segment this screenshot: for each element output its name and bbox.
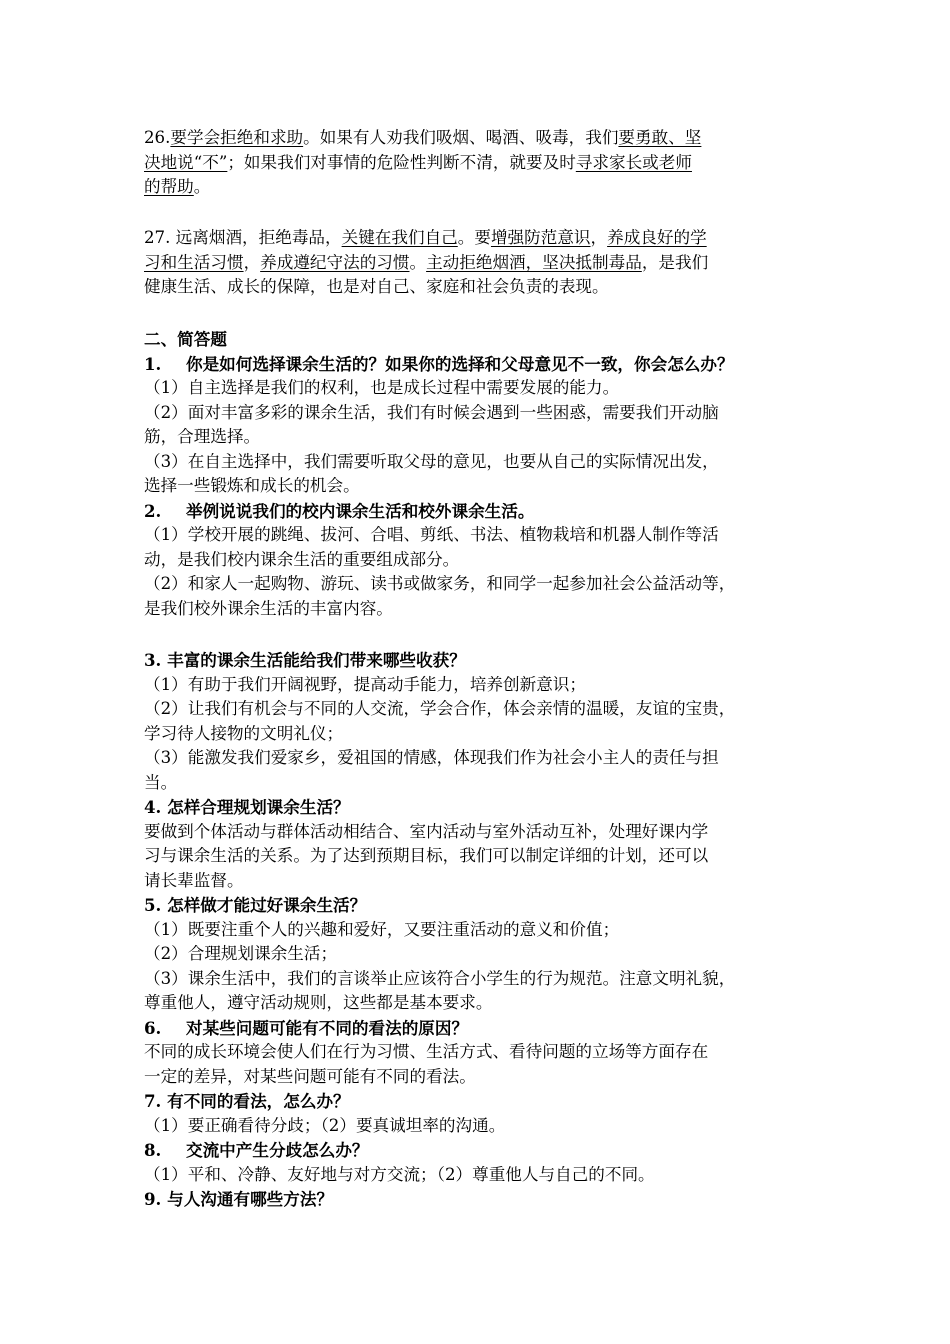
q6-answer-1: 不同的成长环境会使人们在行为习惯、生活方式、看待问题的立场等方面存在 <box>144 1042 709 1061</box>
q5-title: 5. 怎样做才能过好课余生活？ <box>144 895 367 915</box>
underlined-keyphrase: 的帮助 <box>144 177 194 196</box>
text: 。要 <box>457 228 491 247</box>
section-short-answer-cont <box>144 648 816 1212</box>
text: 。如果有人劝我们吸烟、喝酒、吸毒，我们 <box>303 128 619 147</box>
text: ， <box>243 252 261 272</box>
underlined-keyphrase: 要学会拒绝和求助 <box>170 128 304 147</box>
item-26-line-2 <box>144 151 816 176</box>
item-26-line-3 <box>144 175 816 200</box>
q8-title <box>144 1138 816 1163</box>
underlined-keyphrase: 习和生活习惯 <box>144 252 244 272</box>
q8-answer-1: （1）平和、冷静、友好地与对方交流；（2）尊重他人与自己的不同。 <box>144 1164 655 1184</box>
question-text: 对某些问题可能有不同的看法的原因？ <box>186 1017 469 1038</box>
question-text: 交流中产生分歧怎么办？ <box>186 1140 369 1160</box>
underlined-keyphrase: 养成遵纪守法的习惯 <box>260 252 410 272</box>
q7-title: 7. 有不同的看法，怎么办？ <box>144 1091 350 1111</box>
q4-answer-1: 要做到个体活动与群体活动相结合、室内活动与室外活动互补，处理好课内学 <box>144 821 709 841</box>
text: ；如果我们对事情的危险性判断不清，就要及时 <box>227 152 576 172</box>
text: 27. 远离烟酒，拒绝毒品， <box>144 228 342 247</box>
q3-answer-1: （1）有助于我们开阔视野，提高动手能力，培养创新意识； <box>144 674 586 694</box>
underlined-keyphrase: 要勇敢、坚 <box>618 128 702 147</box>
text: 。 <box>409 252 427 272</box>
underlined-keyphrase: 增强防范意识 <box>490 228 591 247</box>
q6-answer-1-cont: 一定的差异，对某些问题可能有不同的看法。 <box>144 1066 476 1086</box>
question-number: 2. <box>144 500 162 521</box>
underlined-keyphrase: 决地说“不” <box>144 152 228 172</box>
underlined-keyphrase: 关键在我们自己 <box>341 228 458 247</box>
item-26-line-1 <box>144 126 816 151</box>
q5-answer-3-cont: 尊重他人，遵守活动规则，这些都是基本要求。 <box>144 993 493 1012</box>
question-number: 8. <box>144 1140 162 1160</box>
q1-answer-3-cont: 选择一些锻炼和成长的机会。 <box>144 476 360 495</box>
q2-answer-2: （2）和家人一起购物、游玩、读书或做家务，和同学一起参加社会公益活动等， <box>144 574 736 593</box>
item-number: 26. <box>144 128 171 147</box>
q2-answer-1: （1）学校开展的跳绳、拔河、合唱、剪纸、书法、植物栽培和机器人制作等活 <box>144 525 719 544</box>
section-heading: 二、简答题 <box>144 329 227 349</box>
q3-answer-3: （3）能激发我们爱家乡，爱祖国的情感，体现我们作为社会小主人的责任与担 <box>144 748 719 767</box>
text: ，是我们 <box>641 252 709 272</box>
q5-answer-1: （1）既要注重个人的兴趣和爱好，又要注重活动的意义和价值； <box>144 919 620 939</box>
item-26 <box>144 126 816 200</box>
q2-title <box>144 499 816 524</box>
q3-answer-3-cont: 当。 <box>144 772 178 792</box>
item-27-line-2 <box>144 251 816 276</box>
q1-answer-2: （2）面对丰富多彩的课余生活，我们有时候会遇到一些困惑，需要我们开动脑 <box>144 402 719 422</box>
underlined-keyphrase: 养成良好的学 <box>607 228 707 247</box>
item-27-line-3: 健康生活、成长的保障，也是对自己、家庭和社会负责的表现。 <box>144 277 609 296</box>
q5-answer-3: （3）课余生活中，我们的言谈举止应该符合小学生的行为规范。注意文明礼貌， <box>144 968 736 988</box>
section-short-answer <box>144 327 816 621</box>
q3-answer-2-cont: 学习待人接物的文明礼仪； <box>144 723 344 743</box>
q3-title: 3. 丰富的课余生活能给我们带来哪些收获？ <box>144 650 466 670</box>
question-number: 1. <box>144 353 162 374</box>
item-27 <box>144 226 816 300</box>
underlined-keyphrase: 寻求家长或老师 <box>575 152 692 172</box>
q4-title: 4. 怎样合理规划课余生活？ <box>144 797 350 817</box>
item-27-line-1 <box>144 226 816 251</box>
q4-answer-1-cont: 习与课余生活的关系。为了达到预期目标，我们可以制定详细的计划，还可以 <box>144 846 709 865</box>
q4-answer-1-cont2: 请长辈监督。 <box>144 870 244 890</box>
underlined-keyphrase: 主动拒绝烟酒，坚决抵制毒品 <box>426 252 642 272</box>
q6-title <box>144 1016 816 1041</box>
q1-answer-1: （1）自主选择是我们的权利，也是成长过程中需要发展的能力。 <box>144 378 620 397</box>
q2-answer-1-cont: 动，是我们校内课余生活的重要组成部分。 <box>144 549 460 569</box>
q5-answer-2: （2）合理规划课余生活； <box>144 944 338 963</box>
question-text: 举例说说我们的校内课余生活和校外课余生活。 <box>186 500 535 521</box>
q7-answer-1: （1）要正确看待分歧；（2）要真诚坦率的沟通。 <box>144 1115 506 1135</box>
q9-title: 9. 与人沟通有哪些方法？ <box>144 1189 334 1209</box>
question-text: 你是如何选择课余生活的？如果你的选择和父母意见不一致，你会怎么办？ <box>186 353 734 374</box>
question-number: 6. <box>144 1017 162 1038</box>
text: ， <box>590 228 608 247</box>
q3-answer-2: （2）让我们有机会与不同的人交流，学会合作，体会亲情的温暖，友谊的宝贵， <box>144 699 736 718</box>
q1-answer-3: （3）在自主选择中，我们需要听取父母的意见，也要从自己的实际情况出发， <box>144 451 719 471</box>
text: 。 <box>193 177 211 196</box>
q1-title <box>144 352 816 377</box>
q2-answer-2-cont: 是我们校外课余生活的丰富内容。 <box>144 598 393 618</box>
q1-answer-2-cont: 筋，合理选择。 <box>144 427 261 446</box>
